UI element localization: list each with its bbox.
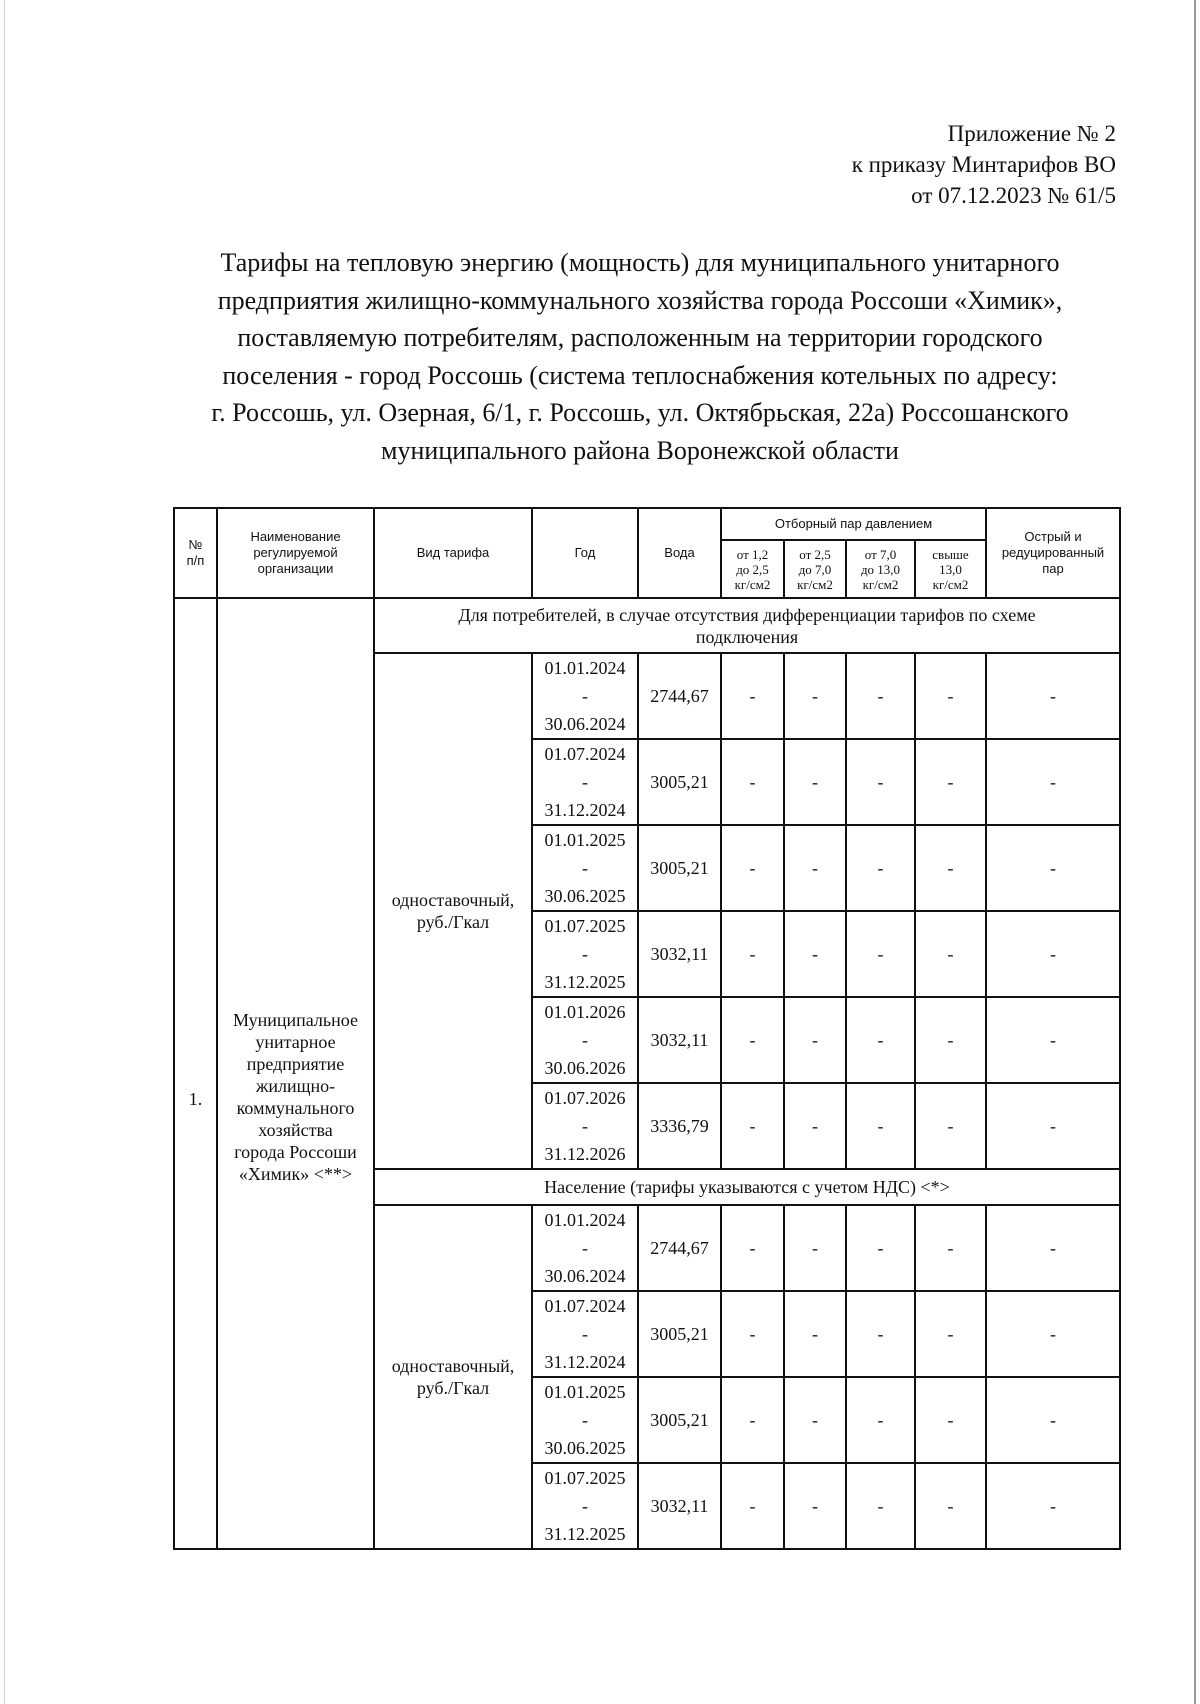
period xyxy=(532,1377,638,1463)
steam-3-value: - xyxy=(846,739,915,825)
steam-3-value: - xyxy=(846,1377,915,1463)
sharp-steam-value: - xyxy=(986,911,1120,997)
header-text: до 13,0 xyxy=(860,561,901,577)
steam-3-value: - xyxy=(846,653,915,739)
header-text: кг/см2 xyxy=(862,576,899,592)
header-text: до 7,0 xyxy=(798,561,832,577)
header-text: регулируемой xyxy=(253,545,338,560)
period-from: 01.01.2025 xyxy=(544,1382,626,1402)
header-text: пар xyxy=(1042,561,1064,576)
organization-name xyxy=(217,598,374,1549)
sharp-steam-value: - xyxy=(986,1205,1120,1291)
header-year: Год xyxy=(532,508,638,598)
period-sep: - xyxy=(582,686,588,706)
header-tariff-kind: Вид тарифа xyxy=(374,508,532,598)
period-to: 30.06.2025 xyxy=(544,886,626,906)
appendix-line: Приложение № 2 xyxy=(947,121,1116,146)
title-line: г. Россошь, ул. Озерная, 6/1, г. Россошь, ул. Октябрьская, 22а) Россошанского xyxy=(211,398,1069,427)
water-tariff: 3005,21 xyxy=(638,1377,721,1463)
period-from: 01.07.2025 xyxy=(544,916,626,936)
period-from: 01.01.2024 xyxy=(544,658,626,678)
header-text: от 2,5 xyxy=(799,546,831,562)
water-tariff: 3032,11 xyxy=(638,911,721,997)
water-tariff: 3032,11 xyxy=(638,997,721,1083)
org-line: города Россоши xyxy=(234,1141,357,1162)
steam-2-value: - xyxy=(784,739,846,825)
header-steam-4 xyxy=(915,540,986,598)
scan-edge-right xyxy=(1194,0,1196,1704)
sharp-steam-value: - xyxy=(986,825,1120,911)
steam-4-value: - xyxy=(915,1377,986,1463)
period-from: 01.01.2025 xyxy=(544,830,626,850)
period xyxy=(532,1291,638,1377)
title-line: поставляемую потребителям, расположенным на территории городского xyxy=(237,323,1043,352)
steam-3-value: - xyxy=(846,1291,915,1377)
header-text: редуцированный xyxy=(1001,545,1105,560)
period-sep: - xyxy=(582,772,588,792)
header-steam-3 xyxy=(846,540,915,598)
header-text: кг/см2 xyxy=(932,576,969,592)
header-steam-group: Отборный пар давлением xyxy=(721,508,986,540)
period-sep: - xyxy=(582,944,588,964)
sharp-steam-value: - xyxy=(986,1291,1120,1377)
period-from: 01.07.2024 xyxy=(544,1296,626,1316)
steam-2-value: - xyxy=(784,825,846,911)
steam-3-value: - xyxy=(846,1083,915,1169)
section-title-line: подключения xyxy=(695,626,799,647)
sharp-steam-value: - xyxy=(986,1377,1120,1463)
header-steam-2 xyxy=(784,540,846,598)
steam-1-value: - xyxy=(721,1083,784,1169)
period-sep: - xyxy=(582,1116,588,1136)
sharp-steam-value: - xyxy=(986,1463,1120,1549)
period-from: 01.07.2024 xyxy=(544,744,626,764)
period xyxy=(532,1205,638,1291)
steam-3-value: - xyxy=(846,997,915,1083)
tariff-kind xyxy=(374,653,532,1169)
period-sep: - xyxy=(582,1496,588,1516)
steam-2-value: - xyxy=(784,997,846,1083)
period xyxy=(532,1083,638,1169)
org-line: жилищно- xyxy=(255,1075,336,1096)
steam-1-value: - xyxy=(721,1377,784,1463)
steam-1-value: - xyxy=(721,1291,784,1377)
water-tariff: 3005,21 xyxy=(638,825,721,911)
period-sep: - xyxy=(582,1030,588,1050)
title-line: поселения - город Россошь (система теплоснабжения котельных по адресу: xyxy=(222,360,1058,390)
water-tariff: 3336,79 xyxy=(638,1083,721,1169)
document-title xyxy=(150,244,1130,469)
header-text: свыше xyxy=(932,546,969,562)
steam-1-value: - xyxy=(721,1463,784,1549)
sharp-steam-value: - xyxy=(986,653,1120,739)
scan-edge-left xyxy=(4,0,5,1704)
period-to: 30.06.2024 xyxy=(544,714,626,734)
period xyxy=(532,653,638,739)
header-text: от 7,0 xyxy=(864,546,897,562)
period-sep: - xyxy=(582,1410,588,1430)
water-tariff: 2744,67 xyxy=(638,653,721,739)
period-sep: - xyxy=(582,858,588,878)
steam-1-value: - xyxy=(721,653,784,739)
period-to: 30.06.2024 xyxy=(544,1266,626,1286)
title-line: муниципального района Воронежской области xyxy=(381,435,899,465)
steam-2-value: - xyxy=(784,653,846,739)
period-sep: - xyxy=(582,1324,588,1344)
section-title-population: Население (тарифы указываются с учетом НДС) <*> xyxy=(374,1169,1120,1205)
header-water: Вода xyxy=(638,508,721,598)
org-line: коммунального xyxy=(236,1097,355,1118)
appendix-header xyxy=(852,118,1116,211)
steam-4-value: - xyxy=(915,1083,986,1169)
header-num xyxy=(174,508,217,598)
section-row xyxy=(174,598,1120,653)
steam-4-value: - xyxy=(915,1291,986,1377)
steam-2-value: - xyxy=(784,1205,846,1291)
steam-2-value: - xyxy=(784,1377,846,1463)
period-from: 01.01.2024 xyxy=(544,1210,626,1230)
steam-4-value: - xyxy=(915,825,986,911)
period-sep: - xyxy=(582,1238,588,1258)
header-text: Острый и xyxy=(1024,529,1082,544)
org-line: предприятие xyxy=(246,1053,345,1074)
steam-2-value: - xyxy=(784,911,846,997)
header-text: 13,0 xyxy=(939,561,962,577)
appendix-line: от 07.12.2023 № 61/5 xyxy=(911,183,1116,208)
steam-3-value: - xyxy=(846,911,915,997)
tariff-kind-line: руб./Гкал xyxy=(416,912,490,932)
steam-4-value: - xyxy=(915,997,986,1083)
tariff-kind xyxy=(374,1205,532,1549)
period-to: 30.06.2026 xyxy=(544,1058,626,1078)
steam-1-value: - xyxy=(721,997,784,1083)
water-tariff: 3005,21 xyxy=(638,739,721,825)
header-steam-1 xyxy=(721,540,784,598)
header-text: п/п xyxy=(186,553,205,568)
header-text: кг/см2 xyxy=(734,576,771,592)
steam-4-value: - xyxy=(915,653,986,739)
steam-4-value: - xyxy=(915,1463,986,1549)
period-from: 01.07.2026 xyxy=(544,1088,626,1108)
row-number: 1. xyxy=(174,598,217,1549)
steam-4-value: - xyxy=(915,1205,986,1291)
tariff-kind-line: руб./Гкал xyxy=(416,1378,490,1398)
water-tariff: 2744,67 xyxy=(638,1205,721,1291)
section-title-line: Для потребителей, в случае отсутствия дифференциации тарифов по схеме xyxy=(458,604,1036,625)
tariff-kind-line: одноставочный, xyxy=(391,1356,515,1376)
steam-1-value: - xyxy=(721,739,784,825)
sharp-steam-value: - xyxy=(986,739,1120,825)
header-text: до 2,5 xyxy=(736,561,769,577)
header-row xyxy=(174,508,1120,540)
tariff-kind-line: одноставочный, xyxy=(391,890,515,910)
sharp-steam-value: - xyxy=(986,997,1120,1083)
steam-3-value: - xyxy=(846,1205,915,1291)
steam-3-value: - xyxy=(846,1463,915,1549)
period-to: 30.06.2025 xyxy=(544,1438,626,1458)
sharp-steam-value: - xyxy=(986,1083,1120,1169)
header-organization xyxy=(217,508,374,598)
header-text: Наименование xyxy=(250,529,341,544)
org-line: унитарное xyxy=(255,1031,336,1052)
header-text: организации xyxy=(257,561,334,576)
org-line: хозяйства xyxy=(258,1119,333,1140)
period-to: 31.12.2025 xyxy=(544,1524,626,1544)
header-text: № xyxy=(188,537,203,552)
title-line: Тарифы на тепловую энергию (мощность) для муниципального унитарного xyxy=(220,248,1060,277)
period xyxy=(532,911,638,997)
period-from: 01.07.2025 xyxy=(544,1468,626,1488)
steam-2-value: - xyxy=(784,1291,846,1377)
period xyxy=(532,997,638,1083)
section-title-consumers xyxy=(374,598,1120,653)
steam-2-value: - xyxy=(784,1463,846,1549)
steam-4-value: - xyxy=(915,739,986,825)
period-to: 31.12.2024 xyxy=(544,1352,626,1372)
period-to: 31.12.2024 xyxy=(544,800,626,820)
period xyxy=(532,825,638,911)
title-line: предприятия жилищно-коммунального хозяйства города Россоши «Химик», xyxy=(217,285,1063,315)
steam-1-value: - xyxy=(721,825,784,911)
steam-1-value: - xyxy=(721,911,784,997)
header-sharp-steam xyxy=(986,508,1120,598)
period-from: 01.01.2026 xyxy=(544,1002,626,1022)
steam-3-value: - xyxy=(846,825,915,911)
period-to: 31.12.2026 xyxy=(544,1144,626,1164)
water-tariff: 3032,11 xyxy=(638,1463,721,1549)
org-line: «Химик» <**> xyxy=(238,1163,353,1184)
header-text: от 1,2 xyxy=(736,546,769,562)
steam-1-value: - xyxy=(721,1205,784,1291)
appendix-line: к приказу Минтарифов ВО xyxy=(851,152,1116,177)
org-line: Муниципальное xyxy=(233,1009,358,1030)
water-tariff: 3005,21 xyxy=(638,1291,721,1377)
steam-2-value: - xyxy=(784,1083,846,1169)
steam-4-value: - xyxy=(915,911,986,997)
header-text: кг/см2 xyxy=(797,576,833,592)
period xyxy=(532,739,638,825)
period xyxy=(532,1463,638,1549)
period-to: 31.12.2025 xyxy=(544,972,626,992)
tariff-table xyxy=(173,507,1121,1550)
